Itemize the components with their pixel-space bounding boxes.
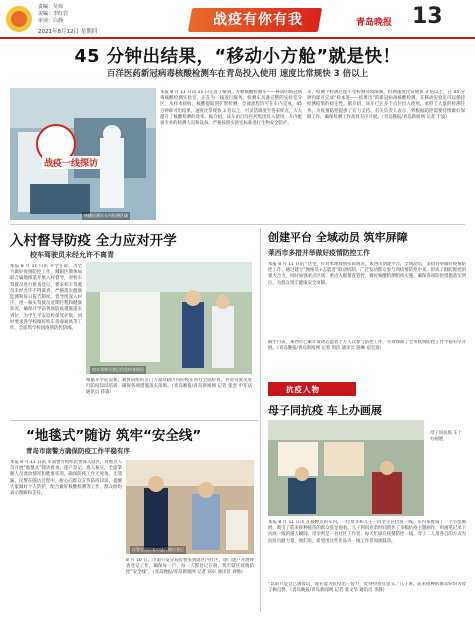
s3-headline: 创建平台 全域动员 筑牢屏障 (268, 231, 408, 244)
paper-name: 青岛晚报 (356, 18, 393, 28)
s1-body: 本报 8 月 11 日讯 开学在即，为全力做好疫情防控工作，城阳区教体局联合属地街道开展入村督导，对校车驾驶员进行排查登记，要求校车驾驶员未经允许不得离青，严格落实健康监测和每日报告制度。督导组深入村庄，逐一核实驾驶员近期行程和健康状况，确保开学前各项防疫措施落实到位，为学生平安返校保驾护航。同时要求各学校做好校车消毒通风等工作，全面筑牢校园疫情防控防线。 (10, 264, 82, 332)
s1-photo-caption: 校车驾驶员登记信息核查情况 (92, 367, 144, 372)
s4-photo-caption: 母子同抗疫 车上办画展 (430, 431, 463, 442)
editor-credits (38, 4, 68, 25)
lead-photo (10, 88, 156, 220)
s2-body-2: 8 月 10 日，市南公安分局民警来到辖区内社区，逐门逐户开展排查登记工作，确保每一户、每一人都登记在册，筑牢辖区疫情防控“安全线”。（青岛晚报/青岛新闻网 记者 刘卓 通讯员 刘畅） (126, 558, 254, 576)
s3-body-2: 截至目前，莱西市已累计发动志愿者上万人次参与防控工作，有效保障了全市疫情防控工作平稳有序开展。（青岛晚报/青岛新闻网 记者 周洁 通讯员 骆琳 宿宏波） (268, 340, 466, 352)
section-banner: 战疫有你有我 (213, 12, 303, 28)
lead-photo-caption: 核酸检测车车内检测区域 (84, 213, 128, 218)
lead-body-col1: 本报 8 月 11 日讯 11 日记者了解到，方舱核酸检测车——移动的新冠病毒核酸检测实验室，正在为一线进行服务。检测车具备完整的实验室分区，从样本接收、核酸提取到扩增检测，全部流程均可在车内完成，45 分钟即可出结果，速度比常规快 3 倍以上，可灵活调度至各采样点，大大提升了核酸检测的效率。据介绍，该车由百洋医药集团投入使用，车内配备专业的检测人员和设备，严格按照实验室标准进行生物安全防护。 (160, 90, 302, 127)
s2-photo (126, 460, 254, 554)
editor-line: 美编：李红岩 (38, 11, 69, 17)
editor-line: 责编：吴琼 (38, 4, 64, 10)
s4-photo (268, 420, 424, 516)
s1-subheadline: 校车驾驶员未经允许不离青 (30, 251, 114, 259)
s4-body-2: “以前只是自己画着玩，现在能为抗疫出一份力，觉得特别有意义。”儿子说。前来接种的群众纷纷为母子俩点赞。（青岛晚报/青岛新闻网 记者 张文华 通讯员 李静） (268, 582, 466, 594)
s2-subheadline: 青岛市南警方确保防疫工作平稳有序 (26, 447, 130, 455)
lead-body-col2: 等，检测个检测过程不受检测环境限制，检测速度比常规快 3 倍以上，在 45 分钟内即可完成“样本进——结果出”的新冠病毒核酸检测，在移动实验室可以保持检测结果的稳定性。据介绍，该车已在多个点位投入使用，承担了大量的检测任务，为疫情防控提供了有力支持。有关负责人表示，将根据防控需要持续做好保障工作，确保检测工作高效有序开展。（青岛晚报/青岛新闻网 记者 于波） (307, 90, 465, 120)
s4-headline: 母子同抗疫 车上办画展 (268, 404, 382, 417)
lead-subheadline: 百洋医药新冠病毒核酸检测车在青岛投入使用 速度比常规快 3 倍以上 (106, 69, 369, 79)
page-number: 13 (412, 4, 443, 29)
s2-headline: “地毯式”随访 筑牢“安全线” (26, 428, 202, 444)
header-rule (0, 37, 475, 39)
lead-divider (10, 224, 465, 225)
s3-body: 本报 8 月 11 日讯 “这里，针对本地疫情实际情况，莱西市创建平台，全域动员，多措并举做好疫情防控工作。通过建立“网格员+志愿者”联动机制，广泛发动群众参与到疫情防控中来，形成了群防群控的强大合力。同时加强重点区域、重点人群排查管控，做好核酸检测组织实施，确保各项防控措施落实到位，为群众筑牢健康安全屏障。 (268, 262, 466, 286)
issue-date: 2021年8月12日 星期四 (38, 29, 98, 35)
section-tag: 抗疫人物 (286, 385, 320, 394)
s1-photo (86, 262, 252, 374)
page-header (0, 0, 475, 38)
editor-line: 审读：白静 (38, 18, 64, 24)
s1-divider (10, 420, 258, 421)
lead-badge: 战疫一线探访 (42, 156, 100, 169)
column-divider (260, 228, 261, 612)
s1-headline: 入村督导防疫 全力应对开学 (10, 233, 177, 249)
lead-headline: 45 分钟出结果，“移动小方舱”就是快！ (74, 47, 401, 67)
s2-body: 本报 8 月 11 日讯 市南警方组织民警深入辖区，对重点人员开展“地毯式”随访排查，逐户登记、逐人核实，全面掌握人员流动情况和健康状况，确保防疫工作无死角、无遗漏。民警在随访过程中，耐心向群众宣传防疫知识，提醒大家做好个人防护，配合做好核酸检测等工作，群众纷纷表示理解和支持。 (10, 460, 122, 497)
s4-body: 本报 8 月 11 日讯 在接种点的车内，一位母亲和儿子一同坚守在抗疫一线，车内布置成了一个小型画展，吸引了前来接种疫苗的群众驻足观看。儿子利用业余时间创作了多幅抗疫主题画作，用画笔记录下抗疫一线的感人瞬间；母亲则是一名社区工作者，每天忙碌在疫情防控一线。母子二人用各自的方式为抗疫贡献力量，他们说，希望用这些作品为一线工作者加油鼓劲。 (268, 520, 466, 544)
s3-subheadline: 莱西市多措并举做好疫情防控工作 (268, 249, 370, 257)
s1-body-2: 根据开学前需要，教体局组织专门力量对辖区内的校车进行全面检查，并对驾驶员进行防疫知识培训，确保各项措施落实落细。（青岛晚报/青岛新闻网 记者 张奎 申军法 通讯员 蒋森） (86, 378, 252, 396)
s2-photo-caption: 民警在居民家中进行随访登记 (132, 547, 184, 552)
header-decoration-icon (4, 4, 34, 34)
